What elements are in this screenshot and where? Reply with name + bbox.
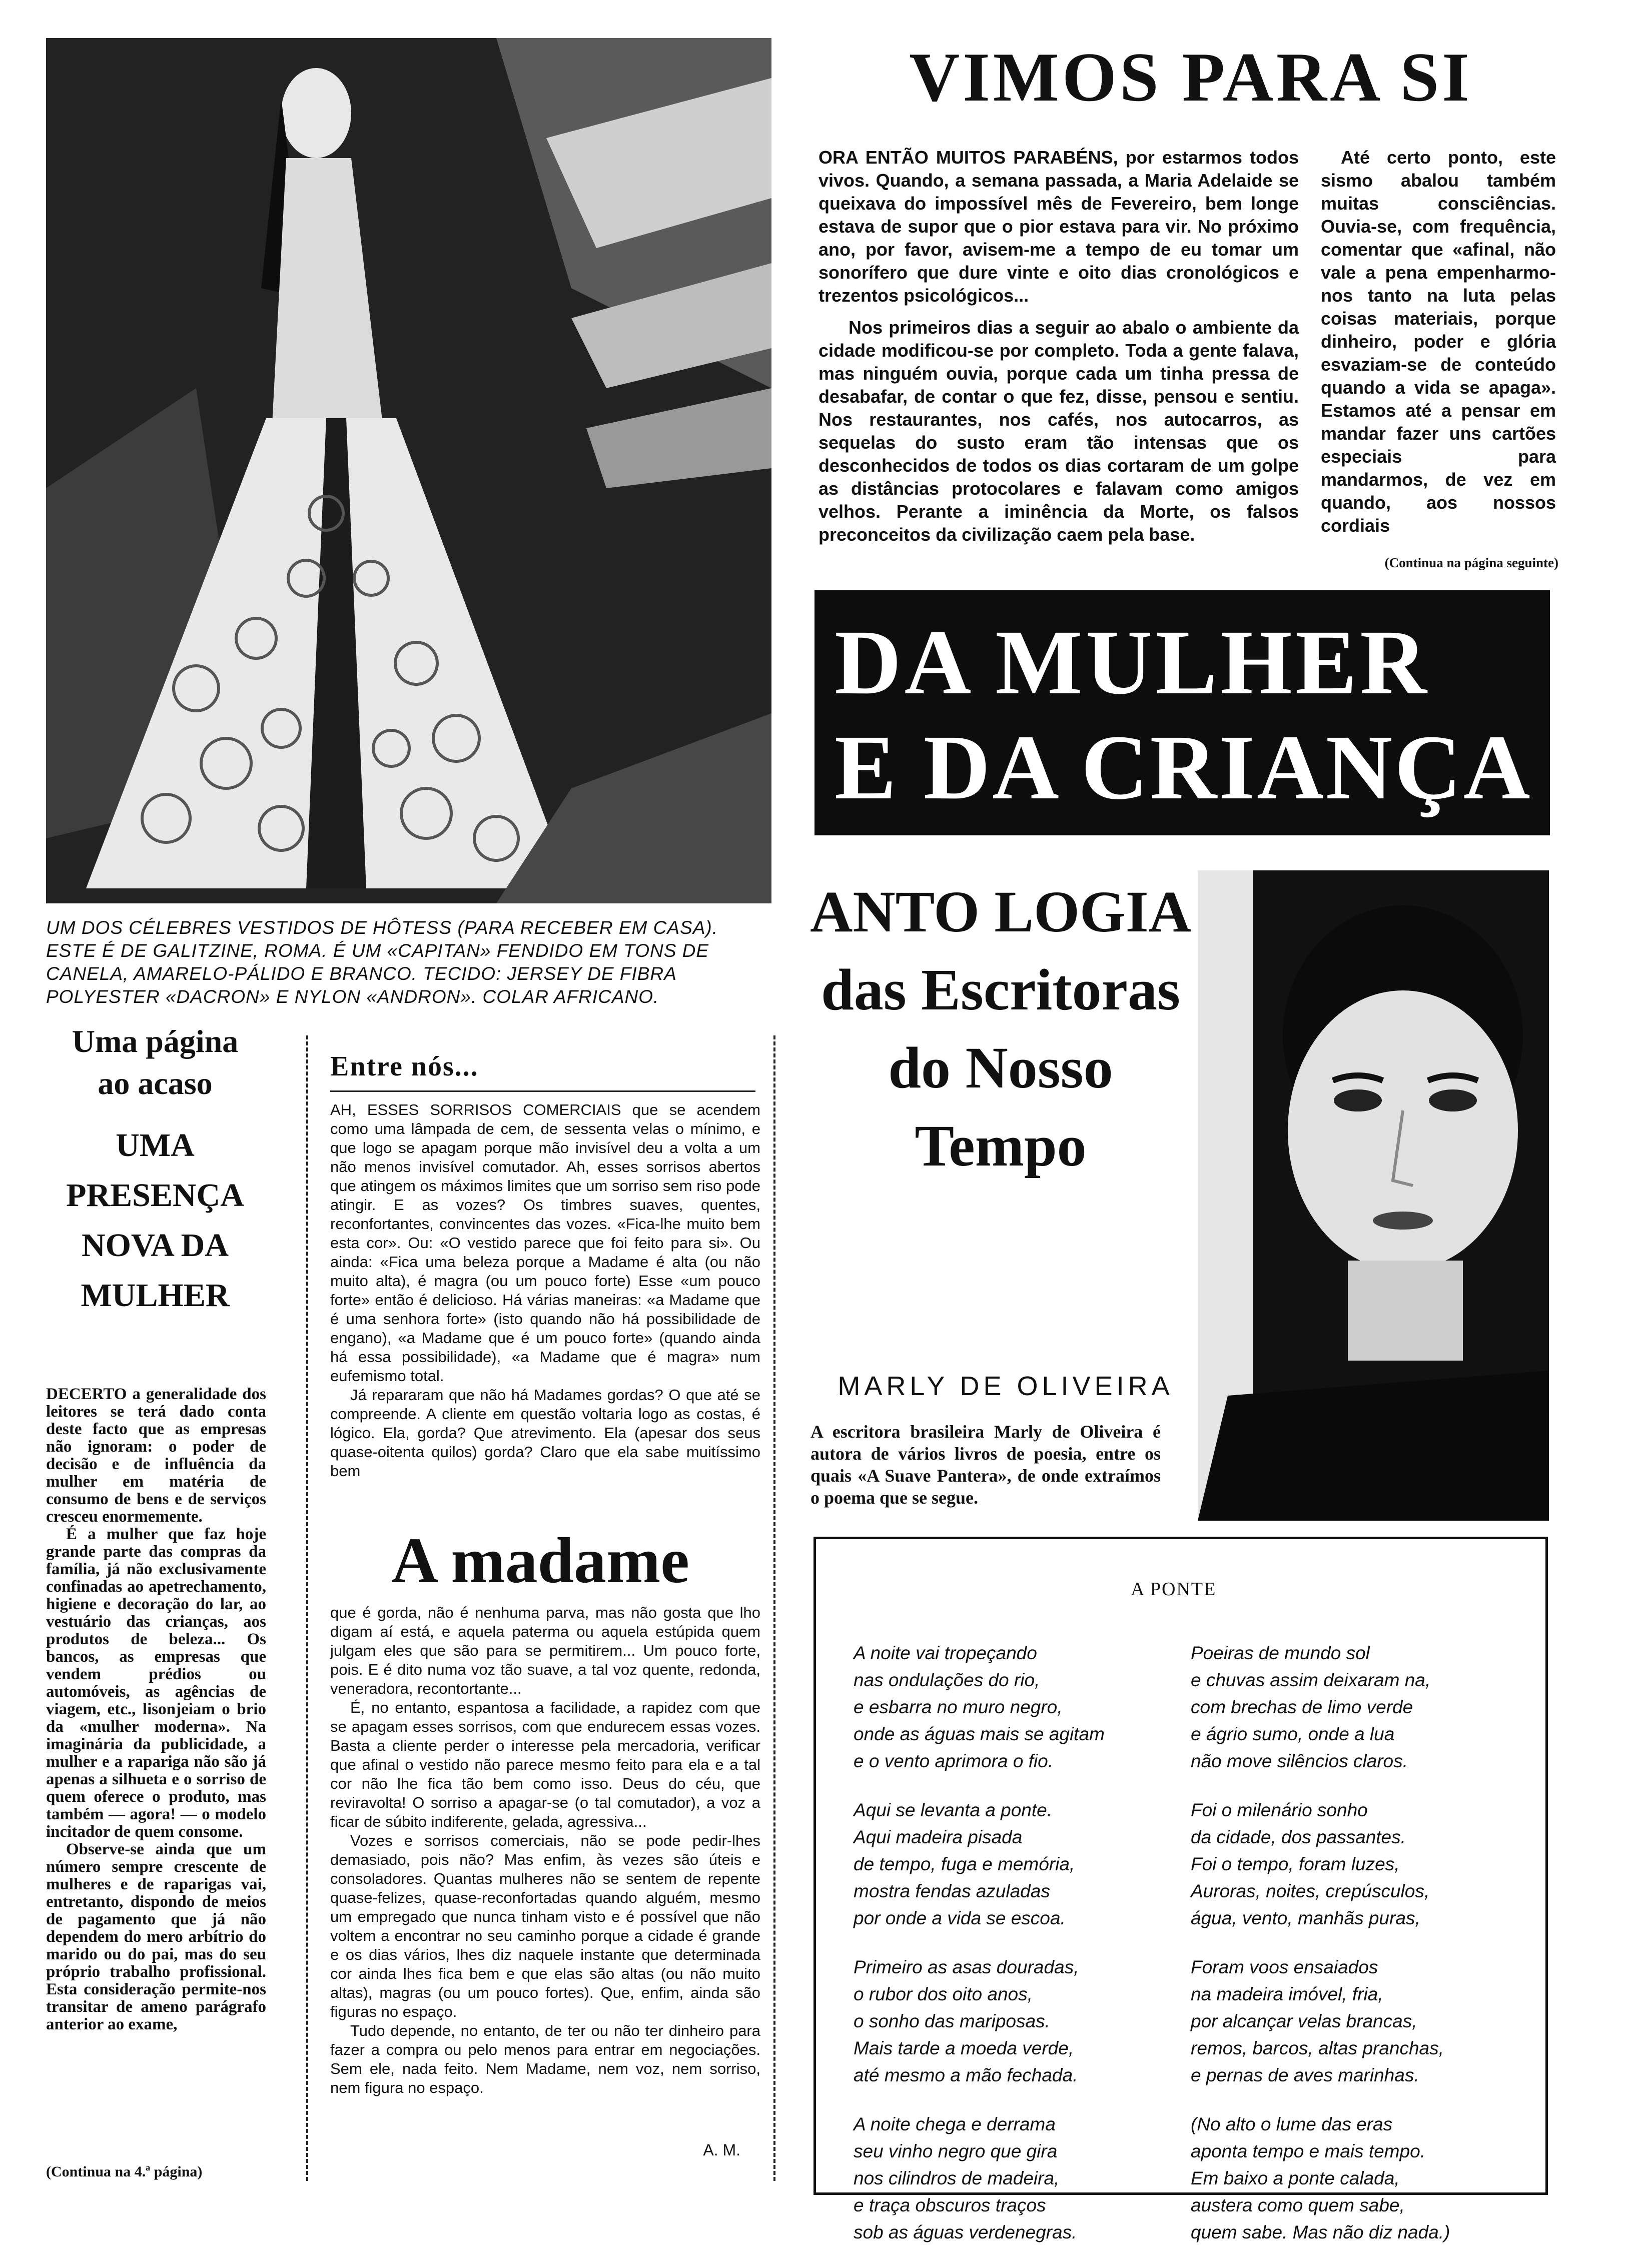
poem-line: austera como quem sabe, xyxy=(1191,2195,1405,2215)
poem-line: e esbarra no muro negro, xyxy=(854,1697,1063,1717)
poem-line: sob as águas verdenegras. xyxy=(854,2222,1077,2242)
poem-line: e chuvas assim deixaram na, xyxy=(1191,1670,1431,1690)
entre-nos-subtitle: A madame xyxy=(391,1525,689,1597)
poem-line: aponta tempo e mais tempo. xyxy=(1191,2141,1425,2161)
poem-line: e traça obscuros traços xyxy=(854,2195,1046,2215)
poem-stanza xyxy=(854,1954,1194,2089)
poem-line: e pernas de aves marinhas. xyxy=(1191,2065,1419,2085)
poem-line: e ágrio sumo, onde a lua xyxy=(1191,1724,1395,1744)
poem-line: Primeiro as asas douradas, xyxy=(854,1957,1079,1977)
poem-stanza xyxy=(1191,2111,1531,2246)
vimos-paragraph-1: por estarmos todos vivos. Quando, a semana passada, a Maria Adelaide se queixava do impossível mês de Fevereiro, bem longe estava de supor que o pior estava para vir. No próximo ano, por favor, avisem-me a tempo de eu tomar um sonorífero que dure vinte e oito dias cronológicos e trezentos psicológicos... xyxy=(819,147,1299,306)
poem-line: Aqui madeira pisada xyxy=(854,1827,1023,1847)
vimos-lead: ORA ENTÃO MUITOS PARABÉNS, xyxy=(819,147,1118,168)
vimos-col-1 xyxy=(819,146,1299,546)
poem-line: Poeiras de mundo sol xyxy=(1191,1643,1370,1663)
entre-nos-paragraph-5: Vozes e sorrisos comerciais, não se pode pedir-lhes demasiado, pois não? Mas enfim, às vezes são úteis e consoladores. Quantas mulheres não se sentem de repente quase-felizes, quase-reconfortadas quando alguém, mesmo um empregado que nunca tinham visto e é possível que não voltem a encontrar no seu caminho porque a cidade é grande e os dias vários, lhes diz naquele instante que determinada cor ainda lhes fica bem e que elas são altas (ou não muito altas), magras (ou um pouco fortes). Que, enfim, ainda são figuras no espaço. xyxy=(330,1832,760,2020)
entre-nos-paragraph-6: Tudo depende, no entanto, de ter ou não ter dinheiro para fazer a compra ou pelo menos para entrar em negociações. Sem ele, nada feito. Nem Madame, nem voz, nem sorriso, nem figura no espaço. xyxy=(330,2022,760,2096)
poem-stanza xyxy=(1191,1797,1531,1932)
uma-pagina-body xyxy=(46,1386,266,2033)
poem-title: A PONTE xyxy=(1131,1579,1217,1600)
antologia-title: ANTO LOGIA das Escritoras do Nosso Tempo xyxy=(810,879,1191,1179)
poem-line: de tempo, fuga e memória, xyxy=(854,1854,1075,1874)
poem-line: da cidade, dos passantes. xyxy=(1191,1827,1406,1847)
poem-line: remos, barcos, altas pranchas, xyxy=(1191,2038,1444,2058)
vimos-paragraph-3: Até certo ponto, este sismo abalou também muitas consciências. Ouvia-se, com frequência, comentar que «afinal, não vale a pena empenharmo-nos tanto na luta pelas coisas materiais, porque dinheiro, poder e glória esvaziam-se de conteúdo quando a vida se apaga». Estamos até a pensar em mandar fazer uns cartões especiais para mandarmos, de vez em quando, aos nossos cordiais xyxy=(1321,147,1556,536)
fashion-photo xyxy=(46,38,771,903)
poem-line: A noite vai tropeçando xyxy=(854,1643,1037,1663)
entre-nos-paragraph-1: AH, ESSES SORRISOS COMERCIAIS que se acendem como uma lâmpada de cem, de sessenta velas o mínimo, e que logo se apagam porque mão invisível deu a volta a um não menos invisível comutador. Ah, esses sorrisos abertos que atingem os máximos limites que um sorriso sem riso pode atingir. E as vozes? Os timbres suaves, quentes, reconfortantes, convincentes das vozes. «Fica-lhe muito bem esta cor». Ou: «O vestido parece que foi feito para si». Ou ainda: «Fica uma beleza porque a Madame é alta (ou não muito alta), é magra (ou um pouco forte) Esse «um pouco forte» então é delicioso. Há várias maneiras: «a Madame que é uma senhora forte» (isto quando não há possibilidade de engano), «a Madame que é um pouco forte» (quando ainda há essa possibilidade), «a Madame que é magra» num eufemismo total. xyxy=(330,1101,760,1385)
uma-pagina-continua: (Continua na 4.ª página) xyxy=(46,2163,203,2180)
uma-pagina-paragraph-3: Observe-se ainda que um número sempre crescente de mulheres e de raparigas vai, entretanto, dispondo de meios de pagamento que já não dependem do mero arbítrio do marido ou do pai, mas do seu próprio trabalho profissional. Esta consideração permite-nos transitar de ameno parágrafo anterior ao exame, xyxy=(46,1840,266,2033)
entre-nos-title: Entre nós... xyxy=(330,1051,479,1082)
entre-nos-paragraph-3: que é gorda, não é nenhuma parva, mas não gosta que lho digam aí está, e aquela paterma ou aquela estúpida quem julgam eles que são para se permitirem... Um pouco forte, pois. E é dito numa voz tão suave, a tal voz quente, redonda, veneradora, recontortante... xyxy=(330,1604,760,1697)
poem-line: Auroras, noites, crepúsculos, xyxy=(1191,1881,1430,1901)
antologia-author: MARLY DE OLIVEIRA xyxy=(838,1371,1174,1401)
poem-column-2 xyxy=(1191,1640,1531,2268)
entre-nos-upper xyxy=(330,1100,760,1481)
uma-pagina-paragraph-1: a generalidade dos leitores se terá dado conta deste facto que as empresas não ignoram: o poder de decisão e de influência da mulher em matéria de consumo de bens e de serviços cresceu enormemente. xyxy=(46,1385,266,1526)
antologia-intro: A escritora brasileira Marly de Oliveira é autora de vários livros de poesia, entre os quais «A Suave Pantera», de onde extraímos o poema que se segue. xyxy=(810,1422,1161,1508)
poem-line: (No alto o lume das eras xyxy=(1191,2114,1393,2134)
entre-nos-lower xyxy=(330,1603,760,2097)
poem-line: nos cilindros de madeira, xyxy=(854,2168,1060,2188)
vimos-paragraph-2: Nos primeiros dias a seguir ao abalo o ambiente da cidade modificou-se por completo. Toda a gente falava, mas ninguém ouvia, porque cada um tinha pressa de desabafar, de contar o que fez, disse, pensou e sentiu. Nos restaurantes, nos cafés, nos autocarros, as sequelas do susto eram tão intensas que os desconhecidos de todos os dias cortaram de um golpe as distâncias protocolares e falavam como amigos velhos. Perante a iminência da Morte, os falsos preconceitos da civilização caem pela base. xyxy=(819,317,1299,545)
entre-nos-paragraph-4: É, no entanto, espantosa a facilidade, a rapidez com que se apagam esses sorrisos, com que endurecem essas vozes. Basta a cliente perder o interesse pela mercadoria, verificar que afinal o vestido não parece mesmo feito para ela e a tal cor não lhe fica tão bem como isso. Deus do céu, que reviravolta! O sorriso a apagar-se (o tal comutador), a voz a ficar de súbito indiferente, gelada, agressiva... xyxy=(330,1699,760,1830)
poem-stanza xyxy=(1191,1640,1531,1775)
poem-line: Foram voos ensaiados xyxy=(1191,1957,1378,1977)
author-portrait xyxy=(1198,870,1549,1521)
photo-caption: UM DOS CÉLEBRES VESTIDOS DE HÔTESS (PARA RECEBER EM CASA). ESTE É DE GALITZINE, ROMA. É UM «CAPITAN» FENDIDO EM TONS DE CANELA, AMARELO-PÁLIDO E BRANCO. TECIDO: JERSEY DE FIBRA POLYESTER «DACRON» E NYLON «ANDRON». COLAR AFRICANO. xyxy=(46,917,718,1007)
uma-pagina-kicker: Uma página ao acaso xyxy=(72,1023,239,1101)
uma-pagina-paragraph-2: É a mulher que faz hoje grande parte das compras da família, já não exclusivamente confinadas ao apetrechamento, higiene e decoração do lar, ao vestuário das crianças, aos produtos de beleza... Os bancos, as empresas que vendem prédios ou automóveis, as agências de viagem, etc., lisonjeiam o brio da «mulher moderna». Na imaginária da publicidade, a mulher e a rapariga não são já apenas a silhueta e o sorriso de quem oferece o produto, mas também — agora! — o modelo incitador de quem consome. xyxy=(46,1525,266,1841)
entre-nos-signature: A. M. xyxy=(703,2141,740,2159)
poem-line: onde as águas mais se agitam xyxy=(854,1724,1105,1744)
vimos-title: VIMOS PARA SI xyxy=(909,39,1472,116)
poem-line: A noite chega e derrama xyxy=(854,2114,1056,2134)
poem-line: não move silêncios claros. xyxy=(1191,1751,1408,1771)
vimos-continua: (Continua na página seguinte) xyxy=(1384,555,1558,570)
uma-pagina-title: UMA PRESENÇA NOVA DA MULHER xyxy=(66,1127,244,1314)
poem-line: Foi o milenário sonho xyxy=(1191,1800,1368,1820)
poem-stanza xyxy=(1191,1954,1531,2089)
poem-stanza xyxy=(854,1797,1194,1932)
poem-line: Em baixo a ponte calada, xyxy=(1191,2168,1400,2188)
poem-line: por alcançar velas brancas, xyxy=(1191,2011,1417,2031)
masthead-line-1: DA MULHER xyxy=(835,611,1430,714)
poem-line: nas ondulações do rio, xyxy=(854,1670,1040,1690)
poem-line: Foi o tempo, foram luzes, xyxy=(1191,1854,1400,1874)
entre-nos-paragraph-2: Já repararam que não há Madames gordas? O que até se compreende. A cliente em questão voltaria logo as costas, é lógico. Ela, gorda? Que atrevimento. Ela (apesar dos seus quase-oitenta quilos) gorda? Claro que ela sabe muitíssimo bem xyxy=(330,1386,760,1480)
poem-line: até mesmo a mão fechada. xyxy=(854,2065,1078,2085)
poem-line: quem sabe. Mas não diz nada.) xyxy=(1191,2222,1450,2242)
poem-line: o rubor dos oito anos, xyxy=(854,1984,1033,2004)
poem-stanza xyxy=(854,1640,1194,1775)
poem-line: seu vinho negro que gira xyxy=(854,2141,1058,2161)
masthead xyxy=(814,590,1550,835)
poem-line: com brechas de limo verde xyxy=(1191,1697,1413,1717)
poem-stanza xyxy=(854,2111,1194,2246)
poem-line: água, vento, manhãs puras, xyxy=(1191,1908,1420,1928)
poem-line: Mais tarde a moeda verde, xyxy=(854,2038,1074,2058)
entre-nos-rule xyxy=(330,1090,755,1092)
poem-line: mostra fendas azuladas xyxy=(854,1881,1050,1901)
poem-column-1 xyxy=(854,1640,1194,2268)
poem-line: Aqui se levanta a ponte. xyxy=(854,1800,1053,1820)
poem-line: por onde a vida se escoa. xyxy=(854,1908,1066,1928)
masthead-line-2: E DA CRIANÇA xyxy=(835,716,1532,819)
uma-pagina-lead: DECERTO xyxy=(46,1385,127,1403)
poem-line: na madeira imóvel, fria, xyxy=(1191,1984,1383,2004)
poem-line: o sonho das mariposas. xyxy=(854,2011,1050,2031)
poem-line: e o vento aprimora o fio. xyxy=(854,1751,1053,1771)
